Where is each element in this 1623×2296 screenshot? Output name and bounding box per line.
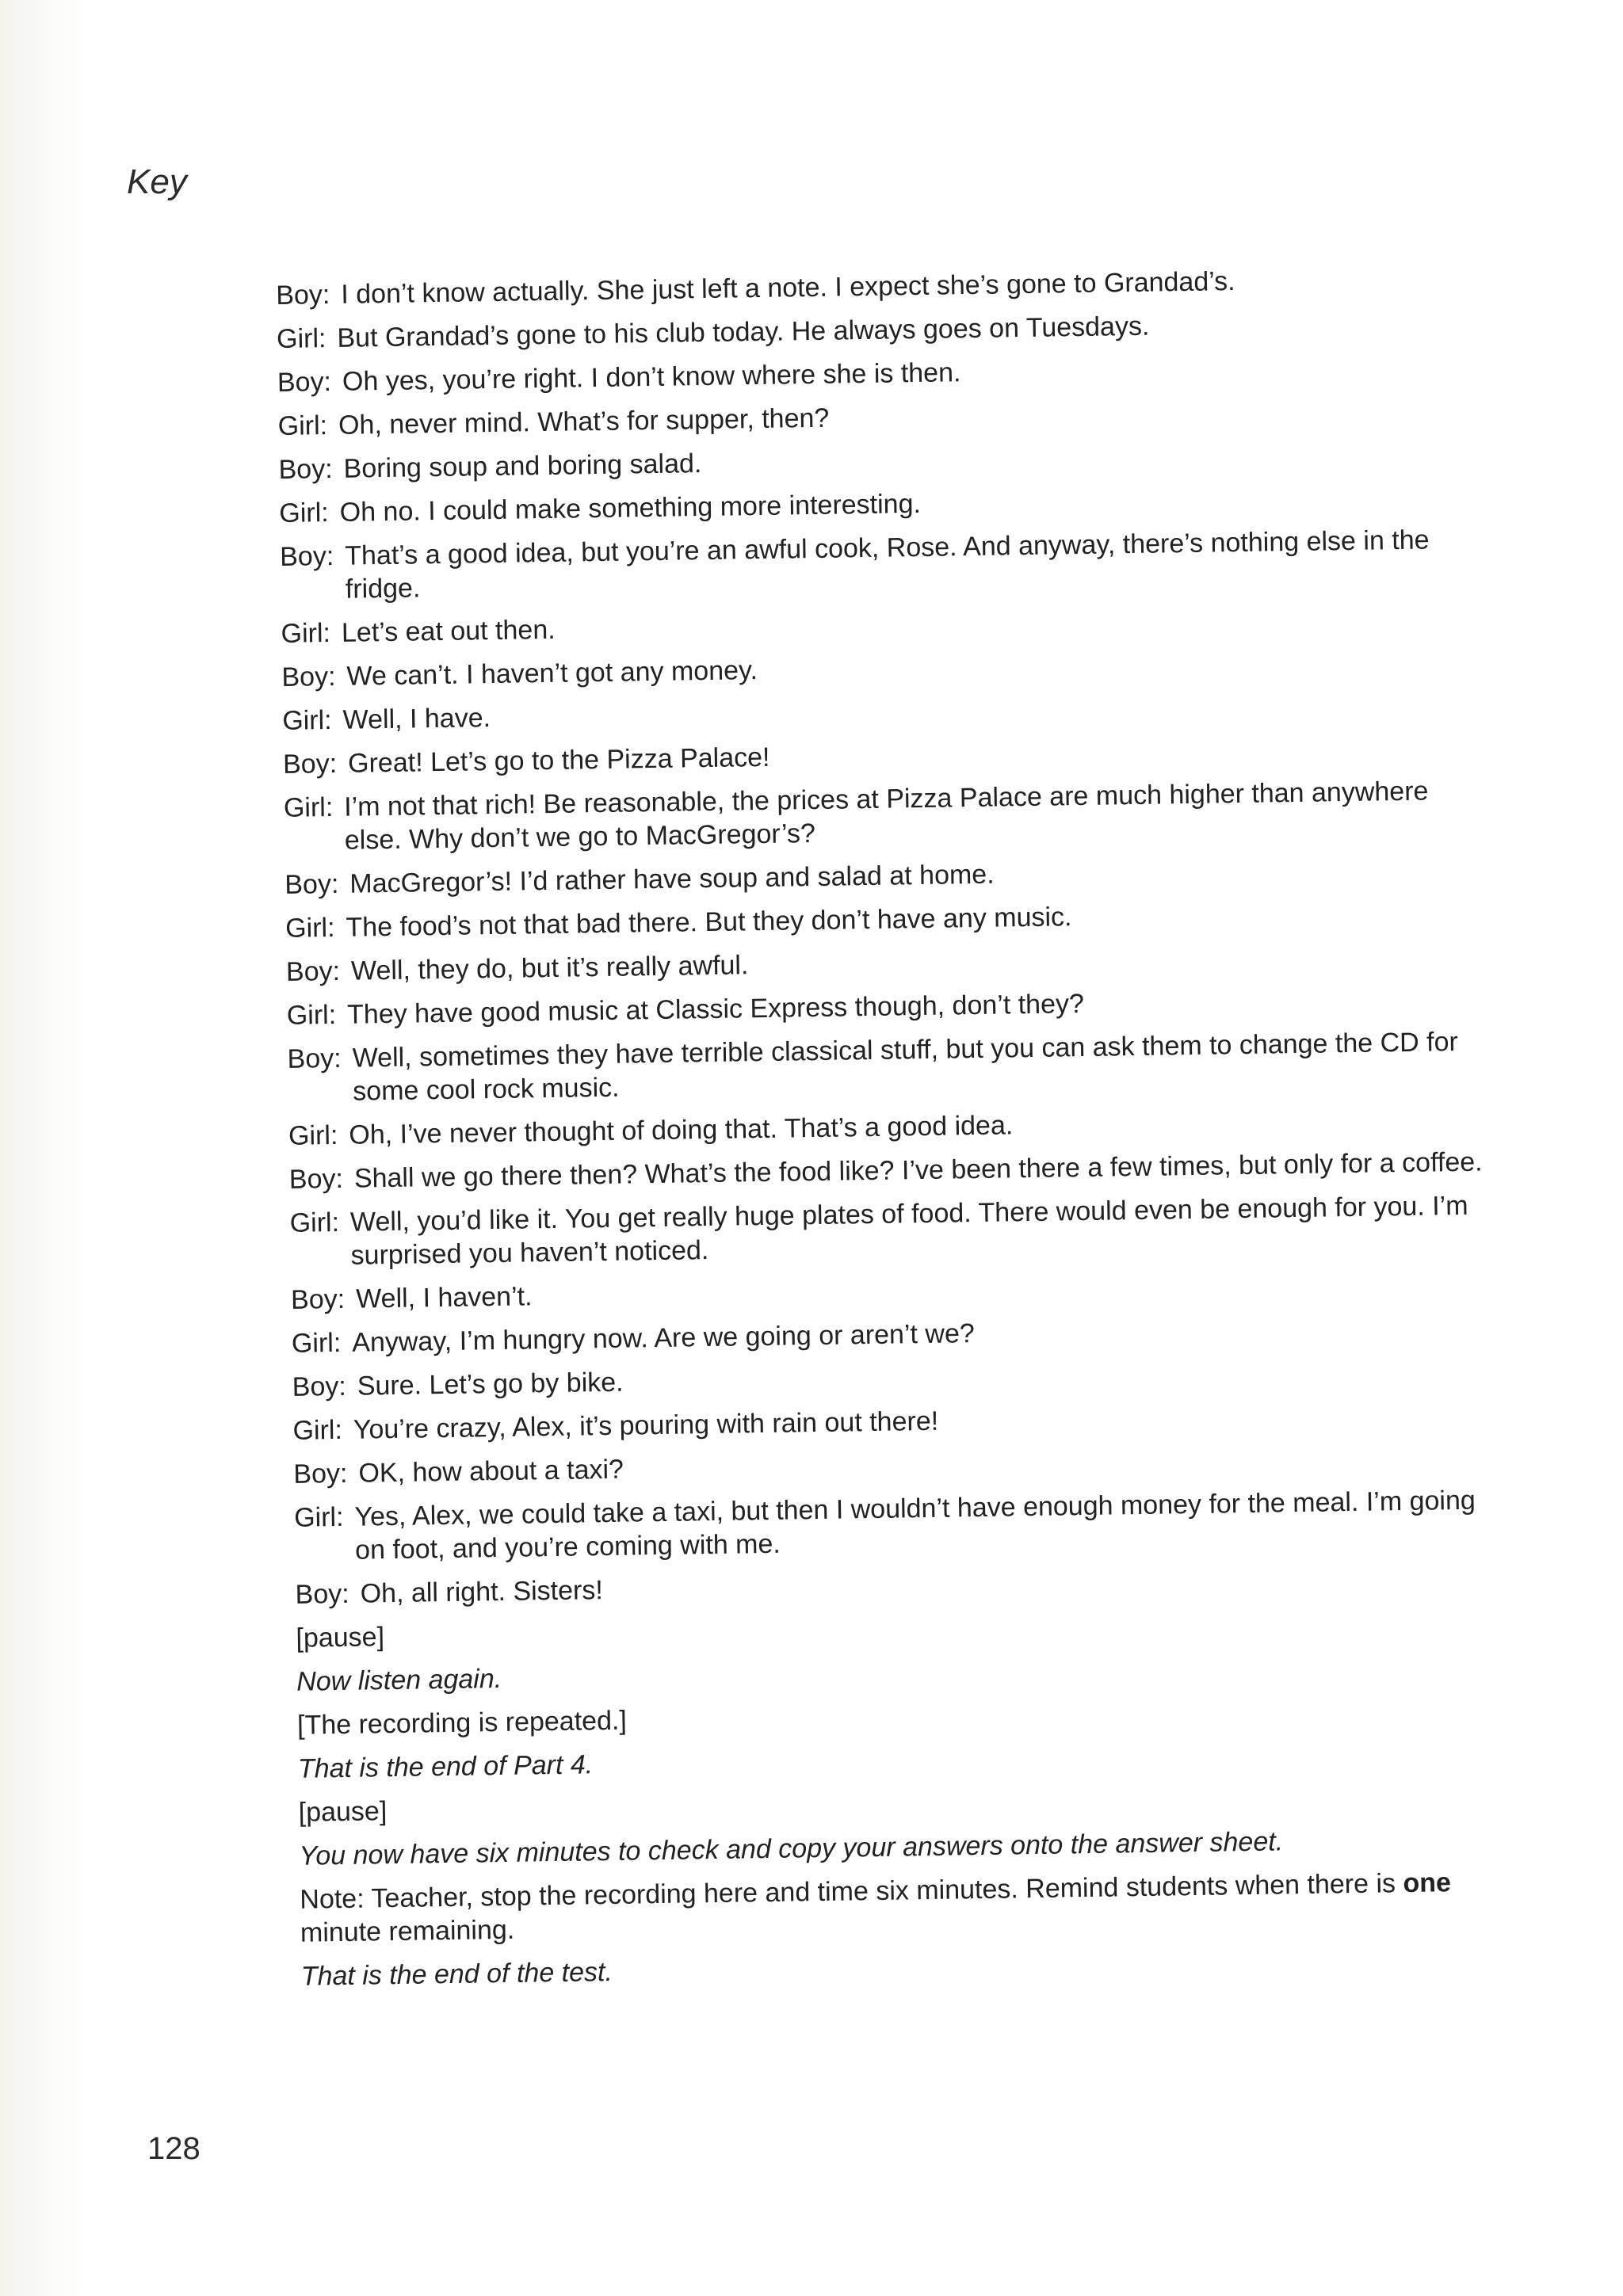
dialogue-text: Well, they do, but it’s really awful. — [350, 950, 749, 986]
dialogue-text: Let’s eat out then. — [341, 614, 556, 648]
dialogue-text: Sure. Let’s go by bike. — [357, 1367, 624, 1402]
dialogue-text: Well, sometimes they have terrible classical stuff, but you can ask them to change the CD for some cool rock music. — [352, 1026, 1459, 1107]
speaker-label: Girl: — [279, 498, 329, 528]
dialogue-text: Great! Let’s go to the Pizza Palace! — [347, 742, 770, 779]
dialogue-text: Oh yes, you’re right. I don’t know where she is then. — [342, 357, 961, 397]
speaker-label: Girl: — [288, 1119, 338, 1151]
page-number: 128 — [147, 2131, 200, 2166]
dialogue-line — [279, 479, 1484, 530]
dialogue-line — [278, 435, 1483, 486]
teacher-note — [300, 1865, 1505, 1950]
dialogue-text: Well, you’d like it. You get really huge plates of food. There would even be enough for you. I’m surprised you haven’t noticed. — [349, 1190, 1468, 1271]
dialogue-line — [283, 730, 1487, 781]
speaker-label: Girl: — [289, 1207, 340, 1238]
dialogue-text: Oh no. I could make something more interesting. — [339, 488, 922, 528]
dialogue-line — [293, 1440, 1498, 1491]
dialogue-line — [286, 937, 1491, 989]
dialogue-text: Well, I haven’t. — [355, 1281, 533, 1314]
speaker-label: Boy: — [290, 1283, 346, 1315]
dialogue-text: Shall we go there then? What’s the food like? I’ve been there a few times, but only for a coffee. — [353, 1146, 1483, 1194]
dialogue-text: OK, how about a taxi? — [358, 1454, 624, 1489]
dialogue-text: They have good music at Classic Express though, don’t they? — [346, 988, 1085, 1030]
speaker-label: Girl: — [286, 999, 337, 1031]
transcript — [276, 261, 1506, 2003]
speaker-label: Girl: — [281, 705, 332, 736]
dialogue-text: The food’s not that bad there. But they don’t have any music. — [346, 902, 1072, 943]
dialogue-text: That’s a good idea, but you’re an awful cook, Rose. And anyway, there’s nothing else in the fridge. — [344, 524, 1430, 605]
dialogue-text: Yes, Alex, we could take a taxi, but then I wouldn’t have enough money for the meal. I’m going on foot, and you’re coming with me. — [354, 1485, 1476, 1566]
pause-note: [pause] — [298, 1796, 388, 1828]
dialogue-line — [276, 261, 1480, 312]
dialogue-text: Well, I have. — [342, 703, 491, 735]
dialogue-line — [287, 1024, 1492, 1109]
speaker-label: Girl: — [293, 1501, 344, 1533]
dialogue-line — [294, 1483, 1499, 1568]
running-header: Key — [127, 162, 187, 201]
dialogue-line — [277, 391, 1482, 443]
speaker-label: Girl: — [277, 410, 328, 441]
dialogue-line — [289, 1188, 1495, 1273]
dialogue-line — [291, 1265, 1495, 1317]
dialogue-text: I’m not that rich! Be reasonable, the prices at Pizza Palace are much higher than anywhere else. Why don’t we go to MacGregor’s? — [343, 776, 1429, 856]
dialogue-line — [284, 773, 1489, 858]
teacher-note-start: Note: Teacher, stop the recording here and time six minutes. Remind students when there is — [300, 1868, 1403, 1915]
dialogue-text: Oh, all right. Sisters! — [360, 1575, 604, 1609]
speaker-label: Boy: — [293, 1458, 348, 1489]
dialogue-line — [281, 599, 1485, 650]
dialogue-text: We can’t. I haven’t got any money. — [346, 655, 758, 692]
teacher-note-end: minute remaining. — [300, 1914, 515, 1948]
repeated-note: [The recording is repeated.] — [296, 1705, 628, 1741]
dialogue-text: You’re crazy, Alex, it’s pouring with rain out there! — [353, 1405, 939, 1445]
speaker-label: Boy: — [279, 540, 334, 572]
dialogue-line — [277, 348, 1482, 399]
dialogue-line — [285, 894, 1490, 945]
end-of-test-instruction: That is the end of the test. — [300, 1956, 613, 1992]
speaker-label: Boy: — [281, 661, 336, 692]
speaker-label: Girl: — [285, 912, 335, 944]
dialogue-line — [280, 522, 1485, 607]
dialogue-text: I don’t know actually. She just left a note. I expect she’s gone to Grandad’s. — [341, 266, 1235, 310]
speaker-label: Boy: — [276, 279, 330, 311]
dialogue-text: MacGregor’s! I’d rather have soup and salad at home. — [349, 859, 995, 899]
dialogue-line — [288, 1101, 1493, 1153]
teacher-note-emphasis: one — [1403, 1867, 1452, 1899]
dialogue-text: Boring soup and boring salad. — [343, 448, 702, 484]
speaker-label: Girl: — [292, 1414, 343, 1446]
dialogue-line — [286, 981, 1491, 1032]
dialogue-text: Anyway, I’m hungry now. Are we going or aren’t we? — [351, 1318, 976, 1358]
page-edge-shading — [0, 0, 87, 2296]
listen-again-instruction: Now listen again. — [296, 1663, 502, 1697]
speaker-label: Boy: — [295, 1578, 349, 1610]
speaker-label: Girl: — [291, 1327, 342, 1359]
dialogue-text: Oh, I’ve never thought of doing that. That’s a good idea. — [349, 1110, 1014, 1150]
dialogue-line — [292, 1309, 1496, 1360]
dialogue-line — [281, 643, 1486, 694]
speaker-label: Boy: — [288, 1163, 344, 1195]
pause-note: [pause] — [296, 1622, 385, 1653]
dialogue-line — [292, 1352, 1496, 1404]
dialogue-lines — [276, 261, 1500, 1611]
speaker-label: Girl: — [281, 618, 331, 649]
speaker-label: Boy: — [287, 1043, 342, 1074]
speaker-label: Girl: — [283, 792, 334, 823]
speaker-label: Boy: — [282, 748, 338, 780]
speaker-label: Boy: — [277, 366, 332, 398]
speaker-label: Boy: — [292, 1371, 347, 1402]
dialogue-line — [289, 1145, 1494, 1196]
six-minutes-instruction: You now have six minutes to check and copy your answers onto the answer sheet. — [299, 1826, 1284, 1871]
dialogue-text: But Grandad’s gone to his club today. He always goes on Tuesdays. — [337, 311, 1150, 353]
dialogue-line — [282, 686, 1487, 738]
dialogue-line — [285, 850, 1489, 902]
speaker-label: Boy: — [285, 868, 339, 900]
speaker-label: Girl: — [276, 323, 327, 354]
dialogue-line — [292, 1396, 1497, 1447]
dialogue-line — [295, 1560, 1499, 1611]
dialogue-text: Oh, never mind. What’s for supper, then? — [338, 402, 830, 441]
end-of-part-instruction: That is the end of Part 4. — [297, 1749, 594, 1784]
speaker-label: Boy: — [278, 453, 333, 485]
speaker-label: Boy: — [285, 955, 341, 987]
dialogue-line — [277, 304, 1481, 356]
